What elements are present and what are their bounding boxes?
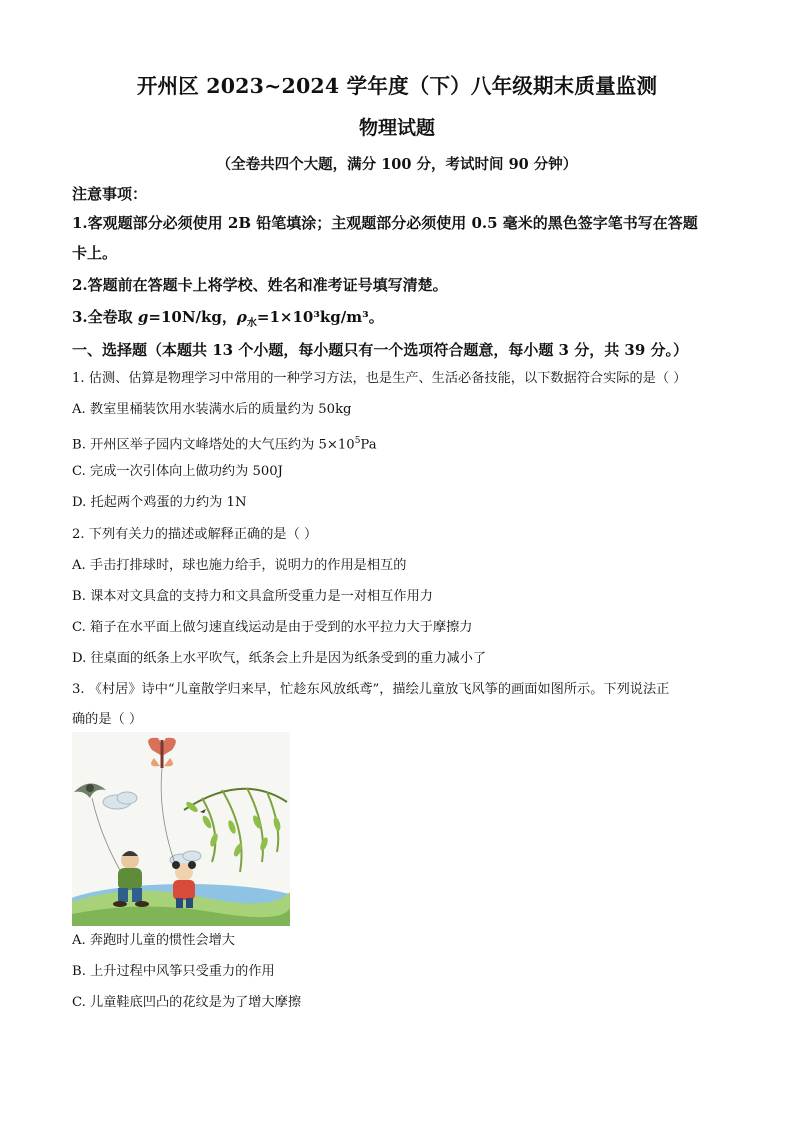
notes-heading: 注意事项： — [72, 185, 148, 203]
q2-option-b: B. 课本对文具盒的支持力和文具盒所受重力是一对相互作用力 — [72, 589, 433, 604]
q3-stem-line-2: 确的是（ ） — [72, 712, 143, 727]
note-1-line-a: 1.客观题部分必须使用 2B 铅笔填涂；主观题部分必须使用 0.5 毫米的黑色签字笔书写在答题 — [72, 214, 698, 232]
exam-subject: 物理试题 — [358, 117, 435, 139]
q1-option-b — [72, 432, 732, 454]
exam-title: 开州区 2023~2024 学年度（下）八年级期末质量监测 — [136, 74, 658, 98]
kite-scene-svg — [72, 732, 290, 926]
note-3-sub: 水 — [246, 318, 257, 329]
q1-option-b-pre: B. 开州区举子园内文峰塔处的大气压约为 5×10 — [72, 437, 355, 453]
kite-flying-illustration — [72, 732, 290, 926]
note-3-mid: =10N/kg， — [148, 308, 237, 326]
note-3-pre: 3.全卷取 — [72, 308, 138, 326]
note-2: 2.答题前在答题卡上将学校、姓名和准考证号填写清楚。 — [72, 276, 448, 294]
q3-option-c: C. 儿童鞋底凹凸的花纹是为了增大摩擦 — [72, 995, 302, 1010]
q1-option-c: C. 完成一次引体向上做功约为 500J — [72, 464, 283, 479]
exam-scope: （全卷共四个大题，满分 100 分，考试时间 90 分钟） — [216, 156, 578, 173]
q3-stem-line-1: 3. 《村居》诗中“儿童散学归来早，忙趁东风放纸鸢”，描绘儿童放飞风筝的画面如图所示。下列说法正 — [72, 682, 670, 697]
note-1-line-b: 卡上。 — [72, 244, 118, 262]
note-3-g: g — [137, 308, 149, 326]
q2-option-c: C. 箱子在水平面上做匀速直线运动是由于受到的水平拉力大于摩擦力 — [72, 620, 473, 635]
q1-option-a: A. 教室里桶装饮用水装满水后的质量约为 50kg — [72, 402, 352, 417]
q2-option-d: D. 往桌面的纸条上水平吹气，纸条会上升是因为纸条受到的重力减小了 — [72, 651, 487, 666]
q1-option-b-exp: 5 — [354, 436, 361, 446]
note-3 — [72, 307, 732, 334]
q2-stem: 2. 下列有关力的描述或解释正确的是（ ） — [72, 527, 318, 542]
q3-option-b: B. 上升过程中风筝只受重力的作用 — [72, 964, 275, 979]
q1-option-b-post: Pa — [360, 437, 377, 453]
section-1-heading: 一、选择题（本题共 13 个小题，每小题只有一个选项符合题意，每小题 3 分，共 39 分。） — [72, 341, 689, 359]
q2-option-a: A. 手击打排球时，球也施力给手，说明力的作用是相互的 — [72, 558, 407, 573]
note-3-rho: ρ — [236, 308, 247, 326]
note-3-post: =1×10³kg/m³。 — [256, 308, 384, 326]
q3-option-a: A. 奔跑时儿童的惯性会增大 — [72, 933, 235, 948]
q1-option-d: D. 托起两个鸡蛋的力约为 1N — [72, 495, 247, 510]
q1-stem: 1. 估测、估算是物理学习中常用的一种学习方法，也是生产、生活必备技能，以下数据符合实际的是（ ） — [72, 371, 687, 386]
